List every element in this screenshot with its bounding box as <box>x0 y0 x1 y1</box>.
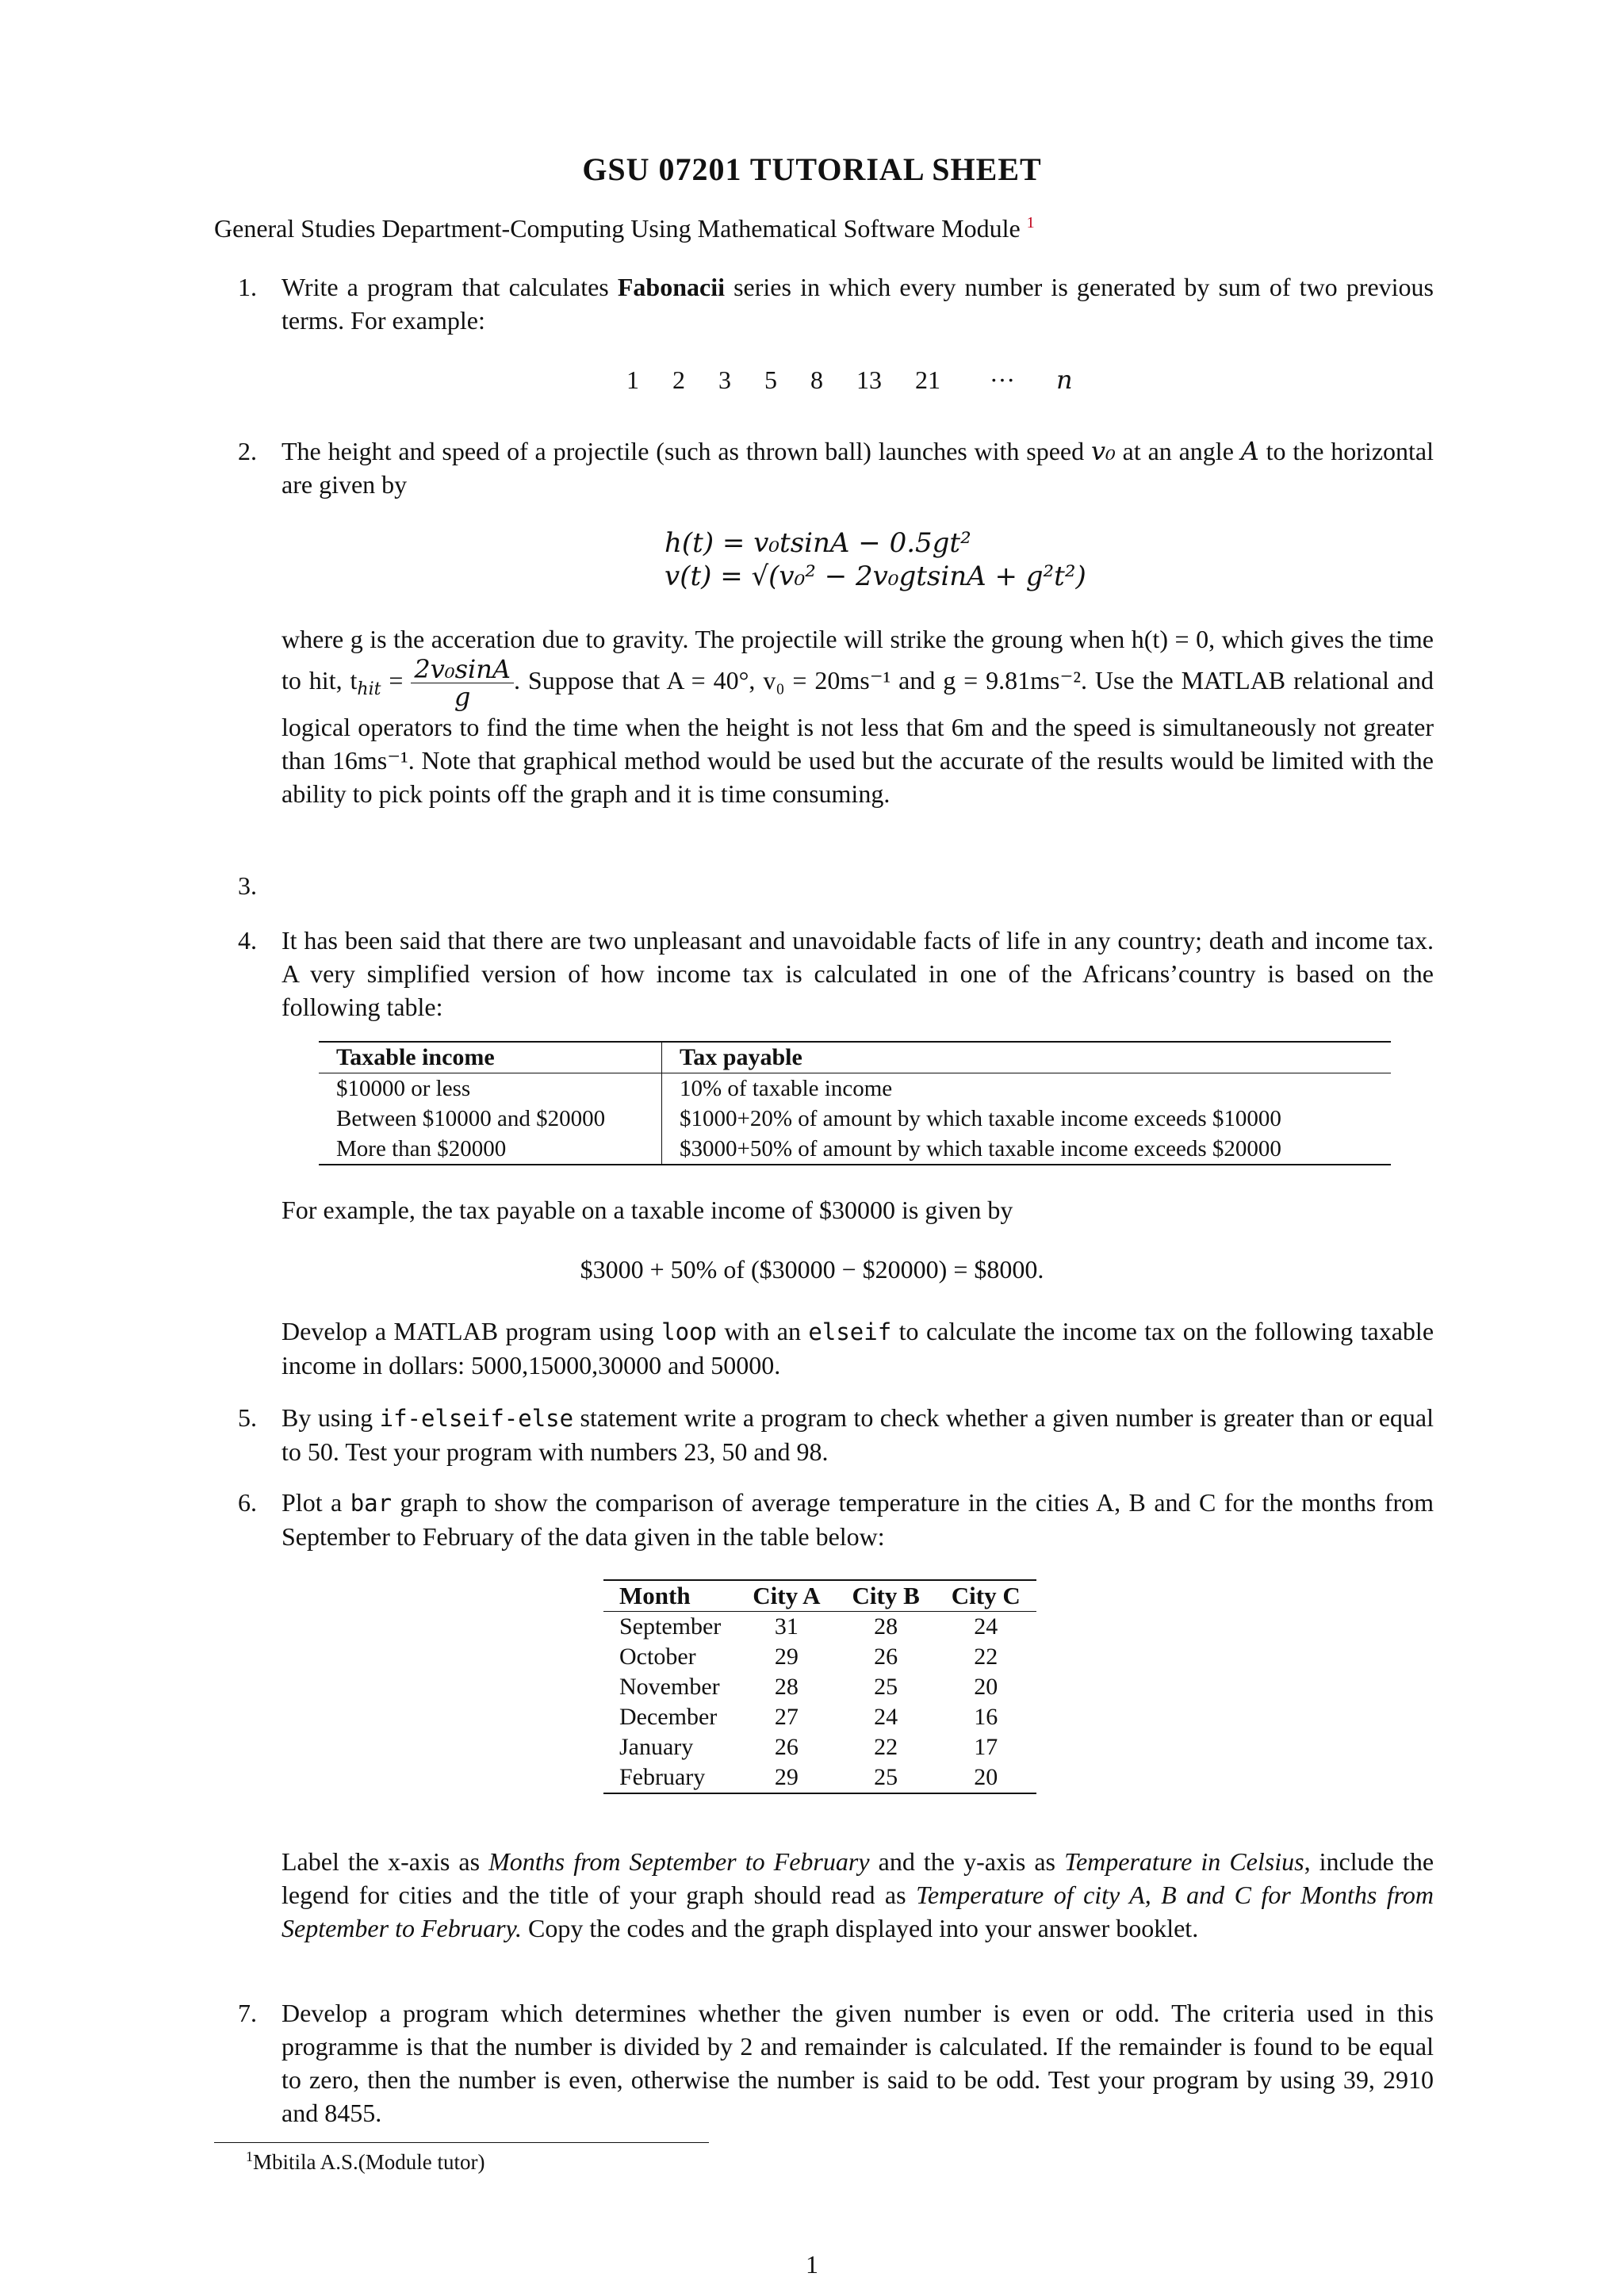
series-term: 21 <box>915 365 940 394</box>
q1-text-a: Write a program that calculates <box>282 273 618 301</box>
table-cell: 17 <box>974 1734 998 1760</box>
q5-text-a: By using <box>282 1403 380 1432</box>
table-cell: 16 <box>974 1704 998 1730</box>
q2-v0: v₀ <box>1090 436 1116 466</box>
table-row <box>603 1762 1036 1793</box>
q6-text <box>282 1486 1434 1553</box>
q6-label-b: and the y-axis as <box>869 1847 1065 1876</box>
q5-text-b: statement write a program to check whether a given number is greater than or equal to 50. Test your program with numbers 23, 50 and 98. <box>282 1403 1434 1466</box>
fraction-denominator: g <box>454 682 471 712</box>
q6-label-d: Copy the codes and the graph displayed into your answer booklet. <box>522 1914 1199 1942</box>
table-cell: 10% of taxable income <box>680 1076 893 1101</box>
column-header: Tax payable <box>680 1044 802 1070</box>
code-if-elseif-else: if-elseif-else <box>379 1405 574 1432</box>
table-header-row <box>603 1580 1036 1612</box>
income-tax-table <box>319 1041 1391 1165</box>
table-cell: October <box>619 1644 696 1670</box>
table-cell: 20 <box>974 1674 998 1700</box>
code-bar: bar <box>350 1490 393 1517</box>
table-cell: November <box>619 1674 720 1700</box>
series-term: 3 <box>718 365 731 394</box>
table-row <box>319 1104 1391 1134</box>
footnote-rule <box>214 2142 709 2143</box>
q6-number: 6. <box>238 1488 257 1517</box>
subtitle-text: General Studies Department-Computing Using Mathematical Software Module <box>214 214 1021 243</box>
table-cell: 28 <box>874 1613 898 1640</box>
table-cell: 28 <box>774 1674 799 1700</box>
q2-body <box>282 622 1434 810</box>
graph-title-text: Temperature of city A, B and C for Months from September to February. <box>282 1881 1434 1942</box>
table-cell: 26 <box>774 1734 799 1760</box>
q6-text-a: Plot a <box>282 1488 350 1517</box>
table-cell: 29 <box>774 1764 799 1790</box>
series-term: ··· <box>990 365 1015 394</box>
column-header: City A <box>753 1582 821 1609</box>
page-number: 1 <box>806 2250 818 2279</box>
table-cell: 24 <box>974 1613 998 1640</box>
series-term: 2 <box>672 365 685 394</box>
q2-body-a: where g is the acceration due to gravity. The projectile will strike the groung when h(t) = 0, which gives the time to hit, t <box>282 625 1434 695</box>
table-cell: 31 <box>774 1613 799 1640</box>
q6-label-a: Label the x-axis as <box>282 1847 489 1876</box>
subtitle <box>214 214 1035 243</box>
page-title: GSU 07201 TUTORIAL SHEET <box>582 151 1042 187</box>
series-term: 1 <box>626 365 639 394</box>
q4-number: 4. <box>238 926 257 955</box>
table-cell: 22 <box>874 1734 898 1760</box>
series-term: 5 <box>764 365 777 394</box>
table-cell: January <box>619 1734 694 1760</box>
q2-eq-sign: = <box>381 665 412 695</box>
q1-text <box>282 270 1434 337</box>
table-cell: More than $20000 <box>319 1134 662 1165</box>
table-cell: Between $10000 and $20000 <box>319 1104 662 1134</box>
y-axis-label-text: Temperature in Celsius <box>1064 1847 1304 1876</box>
table-row <box>603 1702 1036 1732</box>
footnote <box>246 2149 485 2175</box>
q1-text-b: series in which every number is generated by sum of two previous terms. For example: <box>282 273 1434 335</box>
series-term: 8 <box>810 365 823 394</box>
table-cell: 25 <box>874 1674 898 1700</box>
table-cell: 22 <box>974 1644 998 1670</box>
table-cell: 20 <box>974 1764 998 1790</box>
speed-equation: v(t) = √(v₀² − 2v₀gtsinA + g²t²) <box>665 561 1086 592</box>
q4-example-equation: $3000 + 50% of ($30000 − $20000) = $8000. <box>580 1255 1044 1284</box>
fraction-numerator: 2v₀sinA <box>411 656 514 683</box>
q2-intro-b: at an angle <box>1115 437 1241 465</box>
q2-body-b: . Suppose that A = 40°, v₀ = 20ms⁻¹ and g = 9.81ms⁻². Use the MATLAB relational and logical operators to find the time when the height is not less that 6m and the speed is simultaneously not greater than 16ms⁻¹. Note that graphical method would be used but the accurate of the results would be limited with the ability to pick points off the graph and it is time consuming. <box>282 665 1434 808</box>
code-elseif: elseif <box>808 1318 892 1345</box>
column-header: City C <box>951 1582 1021 1609</box>
table-row <box>603 1642 1036 1672</box>
table-row <box>319 1134 1391 1165</box>
x-axis-label-text: Months from September to February <box>488 1847 870 1876</box>
q4-develop-b: with an <box>716 1317 809 1345</box>
footnote-ref[interactable]: 1 <box>1026 214 1035 232</box>
q2-hit-sub: hit <box>357 679 381 700</box>
q4-text: It has been said that there are two unpleasant and unavoidable facts of life in any country; death and income tax. A very simplified version of how income tax is calculated in one of the Africans’country is based on the following table: <box>282 926 1434 1021</box>
q4-develop <box>282 1314 1434 1382</box>
table-cell: December <box>619 1704 718 1730</box>
temperature-table <box>603 1579 1036 1794</box>
column-header: Taxable income <box>319 1042 662 1073</box>
series-term: n <box>1055 365 1073 395</box>
q2-intro-a: The height and speed of a projectile (such as thrown ball) launches with speed <box>282 437 1091 465</box>
footnote-mark: 1 <box>246 2149 253 2164</box>
table-cell: 26 <box>874 1644 898 1670</box>
q1-number: 1. <box>238 273 257 301</box>
table-row <box>603 1612 1036 1643</box>
table-cell: 29 <box>774 1644 799 1670</box>
q6-label-instructions <box>282 1845 1434 1945</box>
table-cell: $1000+20% of amount by which taxable income exceeds $10000 <box>680 1106 1281 1131</box>
table-cell: February <box>619 1764 706 1790</box>
fibonacci-series <box>626 365 1100 395</box>
code-loop: loop <box>661 1318 717 1345</box>
t-hit-fraction <box>411 656 514 710</box>
q2-intro-c: to the horizontal are given by <box>282 437 1434 499</box>
footnote-text: Mbitila A.S.(Module tutor) <box>253 2150 485 2174</box>
q4-example: For example, the tax payable on a taxable income of $30000 is given by <box>282 1196 1013 1224</box>
table-row <box>603 1672 1036 1702</box>
q2-angle: A <box>1240 436 1259 466</box>
q5-text <box>282 1401 1434 1468</box>
q2-number: 2. <box>238 437 257 465</box>
q4-develop-c: to calculate the income tax on the following taxable income in dollars: 5000,15000,30000 and 50000. <box>282 1317 1434 1380</box>
height-equation: h(t) = v₀tsinA − 0.5gt² <box>665 527 971 559</box>
table-row <box>603 1732 1036 1762</box>
table-header-row <box>319 1042 1391 1073</box>
q7-text: Develop a program which determines whether the given number is even or odd. The criteria used in this programme is that the number is divided by 2 and remainder is calculated. If the remainder is found to be equal to zero, then the number is even, otherwise the number is said to be odd. Test your program by using 39, 2910 and 8455. <box>282 1999 1434 2127</box>
column-header: City B <box>852 1582 920 1609</box>
q1-bold: Fabonacii <box>617 273 725 301</box>
q4-develop-a: Develop a MATLAB program using <box>282 1317 662 1345</box>
series-term: 13 <box>856 365 882 394</box>
q6-text-b: graph to show the comparison of average temperature in the cities A, B and C for the months from September to February of the data given in the table below: <box>282 1488 1434 1551</box>
table-cell: $3000+50% of amount by which taxable income exceeds $20000 <box>680 1136 1281 1161</box>
q3-number: 3. <box>238 871 257 900</box>
table-cell: September <box>619 1613 722 1640</box>
table-cell: 24 <box>874 1704 898 1730</box>
table-cell: 25 <box>874 1764 898 1790</box>
column-header: Month <box>619 1582 691 1609</box>
table-cell: 27 <box>774 1704 799 1730</box>
q2-intro <box>282 434 1434 501</box>
table-cell: $10000 or less <box>319 1073 662 1104</box>
q5-number: 5. <box>238 1403 257 1432</box>
q7-number: 7. <box>238 1999 257 2027</box>
q6-label-c: , include the legend for cities and the title of your graph should read as <box>282 1847 1434 1909</box>
table-row <box>319 1073 1391 1104</box>
